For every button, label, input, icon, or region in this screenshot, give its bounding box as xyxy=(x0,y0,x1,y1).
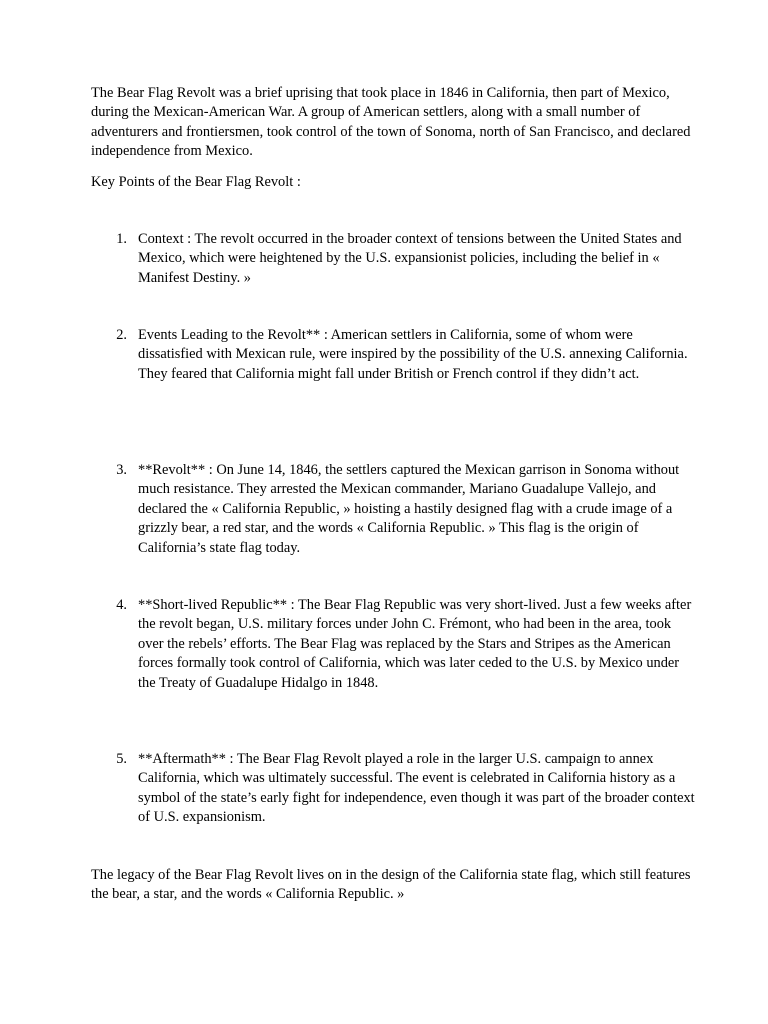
list-item-text: **Revolt** : On June 14, 1846, the settlers captured the Mexican garrison in Sonoma without much resistance. They arrested the Mexican commander, Mariano Guadalupe Vallejo, and declared the « California Republic, » hoisting a hastily designed flag with a crude image of a grizzly bear, a red star, and the words « California Republic. » This flag is the origin of California’s state flag today. xyxy=(138,462,680,556)
intro-paragraph: The Bear Flag Revolt was a brief uprising that took place in 1846 in California, then part of Mexico, during the Mexican-American War. A group of American settlers, along with a small number of adventurers and frontiersmen, took control of the town of Sonoma, north of San Francisco, and declared independence from Mexico. xyxy=(91,85,691,160)
list-item-number: 5. xyxy=(116,751,127,767)
closing-paragraph: The legacy of the Bear Flag Revolt lives on in the design of the California state flag, which still features the bear, a star, and the words « California Republic. » xyxy=(91,867,691,903)
list-item-text: Events Leading to the Revolt** : American settlers in California, some of whom were dissatisfied with Mexican rule, were inspired by the possibility of the U.S. annexing California. They feared that California might fall under British or French control if they didn’t act. xyxy=(138,327,688,382)
list-item-text: **Short-lived Republic** : The Bear Flag Republic was very short-lived. Just a few weeks after the revolt began, U.S. military forces under John C. Frémont, who had been in the area, took over the rebels’ efforts. The Bear Flag was replaced by the Stars and Stripes as the American forces formally took control of California, which was later ceded to the U.S. by Mexico under the Treaty of Guadalupe Hidalgo in 1848. xyxy=(138,597,692,691)
list-item-number: 3. xyxy=(116,462,127,478)
list-item-number: 1. xyxy=(116,231,127,247)
key-points-heading: Key Points of the Bear Flag Revolt : xyxy=(91,174,301,190)
list-item-text: Context : The revolt occurred in the broader context of tensions between the United States and Mexico, which were heightened by the U.S. expansionist policies, including the belief in « Manifest Destiny. » xyxy=(138,231,682,286)
list-item-number: 2. xyxy=(116,327,127,343)
list-item-number: 4. xyxy=(116,597,127,613)
list-item-text: **Aftermath** : The Bear Flag Revolt played a role in the larger U.S. campaign to annex California, which was ultimately successful. The event is celebrated in California history as a symbol of the state’s early fight for independence, even though it was part of the broader context of U.S. expansionism. xyxy=(138,751,695,826)
